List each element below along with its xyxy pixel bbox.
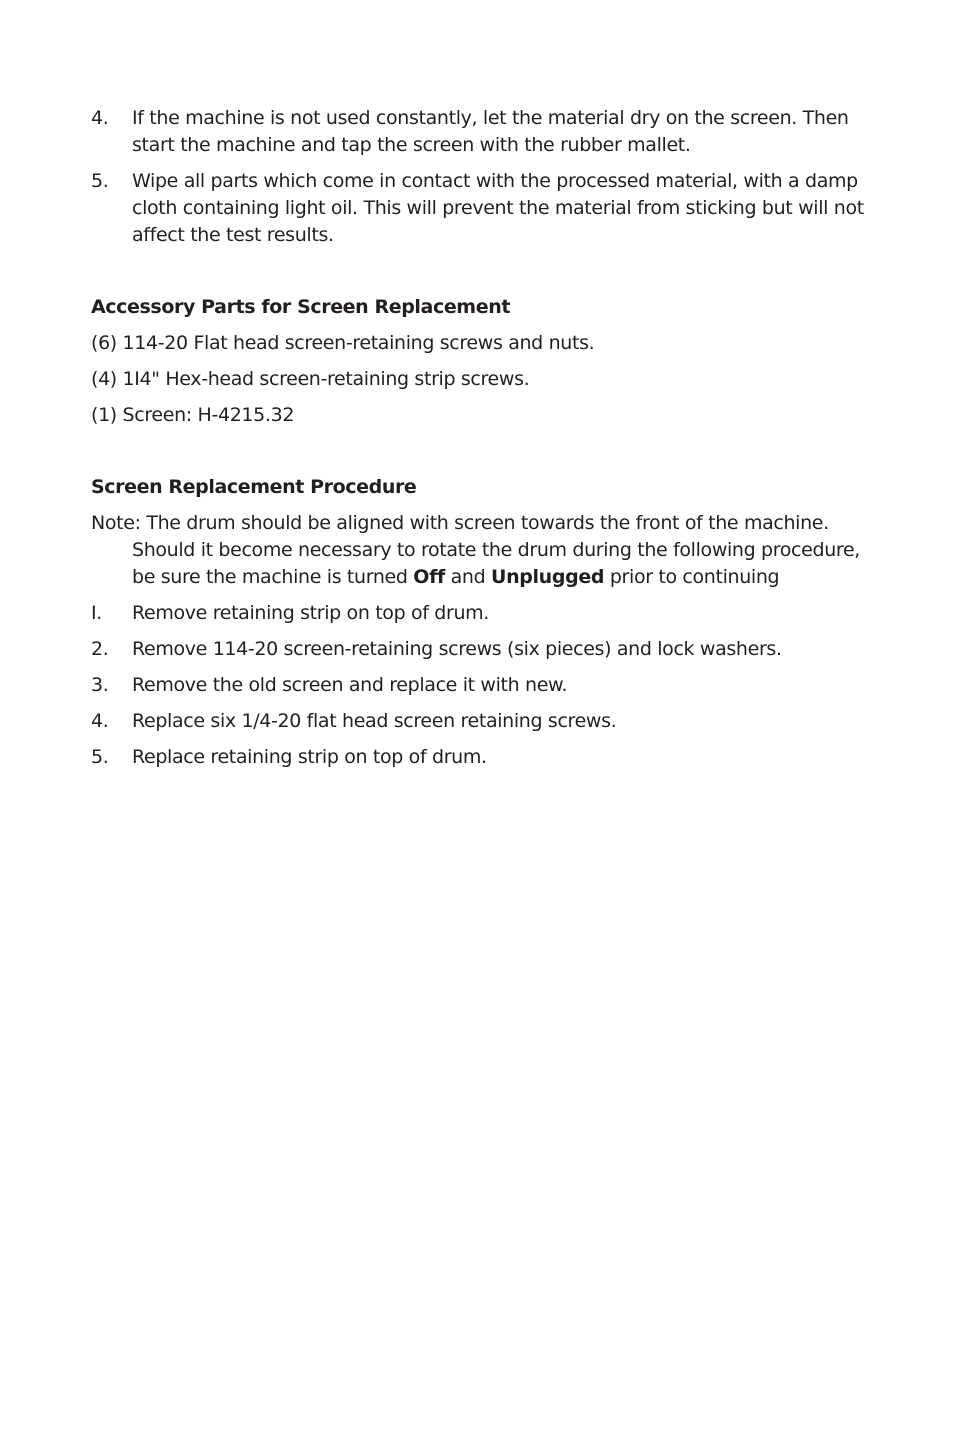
step-text: Remove 114-20 screen-retaining screws (six pieces) and lock washers. [132,638,782,660]
procedure-step [91,636,871,663]
step-text: Remove retaining strip on top of drum. [132,602,489,624]
procedure-step [91,672,871,699]
note-text-end: prior to continuing [604,566,780,588]
note-bold-off: Off [413,566,445,588]
document-page [91,105,871,780]
procedure-note [91,510,871,591]
list-item [91,105,871,159]
accessory-item: (4) 1I4" Hex-head screen-retaining strip screws. [91,368,530,390]
note-text-mid: and [444,566,492,588]
step-text: Remove the old screen and replace it with new. [132,674,568,696]
list-text: Wipe all parts which come in contact with the processed material, with a damp cloth containing light oil. This will prevent the material from sticking but will not affect the test results. [132,170,864,246]
list-number: 4. [91,107,109,129]
accessory-heading: Accessory Parts for Screen Replacement [91,296,510,318]
list-text: If the machine is not used constantly, let the material dry on the screen. Then start the machine and tap the screen with the rubber mallet. [132,107,849,156]
step-number: 2. [91,638,109,660]
step-number: 5. [91,746,109,768]
procedure-step [91,744,871,771]
step-text: Replace six 1/4-20 flat head screen retaining screws. [132,710,617,732]
note-bold-unplugged: Unplugged [491,566,605,588]
accessory-item: (1) Screen: H-4215.32 [91,404,295,426]
step-number: 4. [91,710,109,732]
list-number: 5. [91,170,109,192]
step-text: Replace retaining strip on top of drum. [132,746,487,768]
procedure-step [91,708,871,735]
procedure-heading: Screen Replacement Procedure [91,476,417,498]
list-item [91,168,871,249]
step-number: I. [91,602,102,624]
note-text: Note: The drum should be aligned with screen towards the front of the machine. Should it become necessary to rotate the drum during the following procedure, be sure the machine is turned [91,512,860,588]
procedure-step [91,600,871,627]
accessory-item: (6) 114-20 Flat head screen-retaining screws and nuts. [91,332,595,354]
step-number: 3. [91,674,109,696]
